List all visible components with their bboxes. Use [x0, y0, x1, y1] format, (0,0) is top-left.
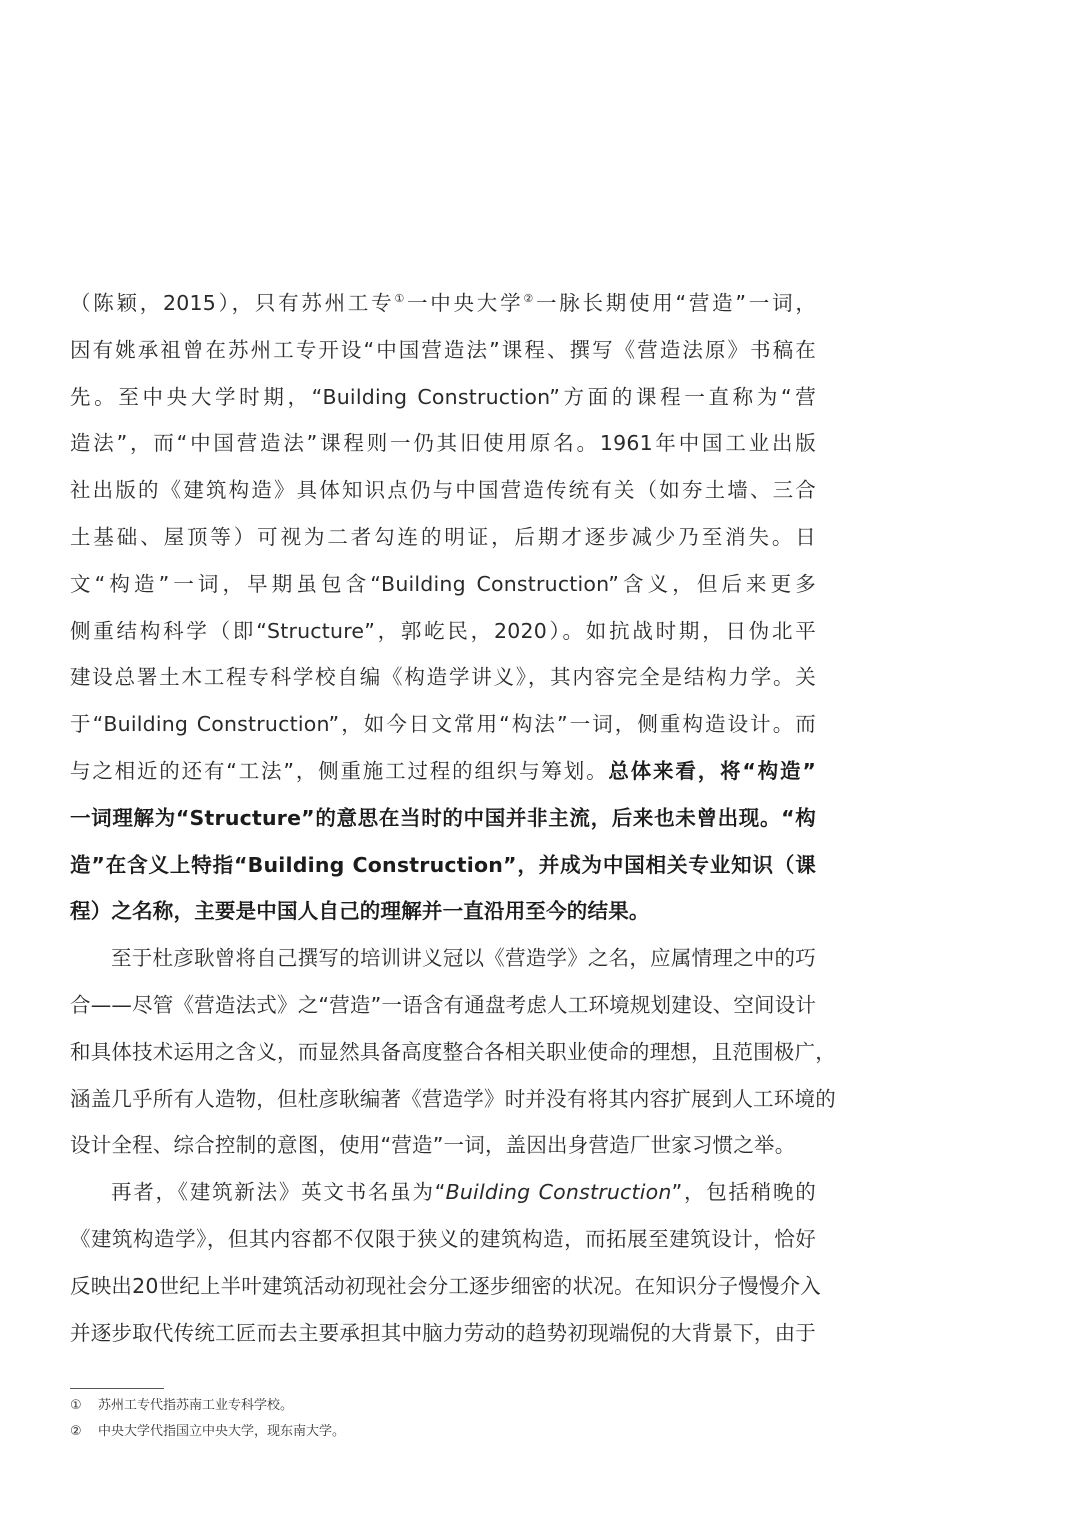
footnote-ref-2[interactable]: ② — [523, 292, 536, 305]
text-line: 因有姚承祖曾在苏州工专开设“中国营造法”课程、撰写《营造法原》书稿在 — [70, 337, 816, 362]
bold-text-span: 总体来看，将“构造” — [608, 758, 816, 783]
text-line — [70, 280, 816, 327]
footnote-ref-1[interactable]: ① — [394, 292, 408, 305]
text-line: 《建筑构造学》，但其内容都不仅限于狭义的建筑构造，而拓展至建筑设计，恰好 — [70, 1226, 816, 1251]
text-line: 反映出20世纪上半叶建筑活动初现社会分工逐步细密的状况。在知识分子慢慢介入 — [70, 1273, 821, 1298]
text-line: 于“Building Construction”，如今日文常用“构法”一词，侧重构造设计。而 — [70, 712, 816, 737]
text-span: 一中央大学 — [407, 291, 524, 315]
text-span: ”，包括稍晚的 — [671, 1180, 817, 1205]
text-line: 土基础、屋顶等）可视为二者勾连的明证，后期才逐步减少乃至消失。日 — [70, 524, 816, 549]
text-line — [70, 748, 816, 795]
text-line: 侧重结构科学（即“Structure”，郭屹民，2020）。如抗战时期，日伪北平 — [70, 618, 816, 643]
footnote-text: 中央大学代指国立中央大学，现东南大学。 — [98, 1424, 346, 1439]
text-line: 程）之名称，主要是中国人自己的理解并一直沿用至今的结果。 — [70, 899, 650, 924]
footnote-marker: ② — [70, 1424, 82, 1439]
text-line: 先。至中央大学时期，“Building Construction”方面的课程一直称为“营 — [70, 384, 816, 409]
footnote-1 — [70, 1393, 816, 1419]
text-line: 合——尽管《营造法式》之“营造”一语含有通盘考虑人工环境规划建设、空间设计 — [70, 992, 817, 1017]
text-line: 造法”，而“中国营造法”课程则一仍其旧使用原名。1961年中国工业出版 — [70, 431, 816, 456]
body-text — [70, 280, 836, 1356]
text-span: 一脉长期使用“营造”一词， — [535, 291, 817, 315]
text-line — [70, 1169, 816, 1216]
text-span: （陈颖，2015），只有苏州工专 — [70, 291, 395, 315]
italic-title-span: Building Construction — [445, 1180, 672, 1205]
text-line: 和具体技术运用之含义，而显然具备高度整合各相关职业使命的理想，且范围极广， — [70, 1039, 836, 1064]
footnote-2 — [70, 1419, 816, 1445]
text-line: 文“构造”一词，早期虽包含“Building Construction”含义，但后来更多 — [70, 571, 816, 596]
text-line: 至于杜彦耿曾将自己撰写的培训讲义冠以《营造学》之名，应属情理之中的巧 — [111, 946, 816, 971]
text-line: 并逐步取代传统工匠而去主要承担其中脑力劳动的趋势初现端倪的大背景下，由于 — [70, 1320, 816, 1345]
footnote-divider — [70, 1388, 164, 1389]
text-line: 一词理解为“Structure”的意思在当时的中国并非主流，后来也未曾出现。“构 — [70, 805, 816, 830]
footnote-text: 苏州工专代指苏南工业专科学校。 — [98, 1398, 294, 1413]
text-line: 造”在含义上特指“Building Construction”，并成为中国相关专业知识（课 — [70, 852, 816, 877]
text-line: 涵盖几乎所有人造物，但杜彦耿编著《营造学》时并没有将其内容扩展到人工环境的 — [70, 1086, 836, 1111]
text-line: 建设总署土木工程专科学校自编《构造学讲义》，其内容完全是结构力学。关 — [70, 665, 816, 690]
text-line: 社出版的《建筑构造》具体知识点仍与中国营造传统有关（如夯土墙、三合 — [70, 478, 816, 503]
text-span: 再者，《建筑新法》英文书名虽为“ — [111, 1180, 446, 1205]
footnote-marker: ① — [70, 1398, 82, 1413]
text-line: 设计全程、综合控制的意图，使用“营造”一词，盖因出身营造厂世家习惯之举。 — [70, 1133, 796, 1158]
text-span: 与之相近的还有“工法”，侧重施工过程的组织与筹划。 — [70, 758, 609, 783]
footnotes — [70, 1393, 816, 1445]
